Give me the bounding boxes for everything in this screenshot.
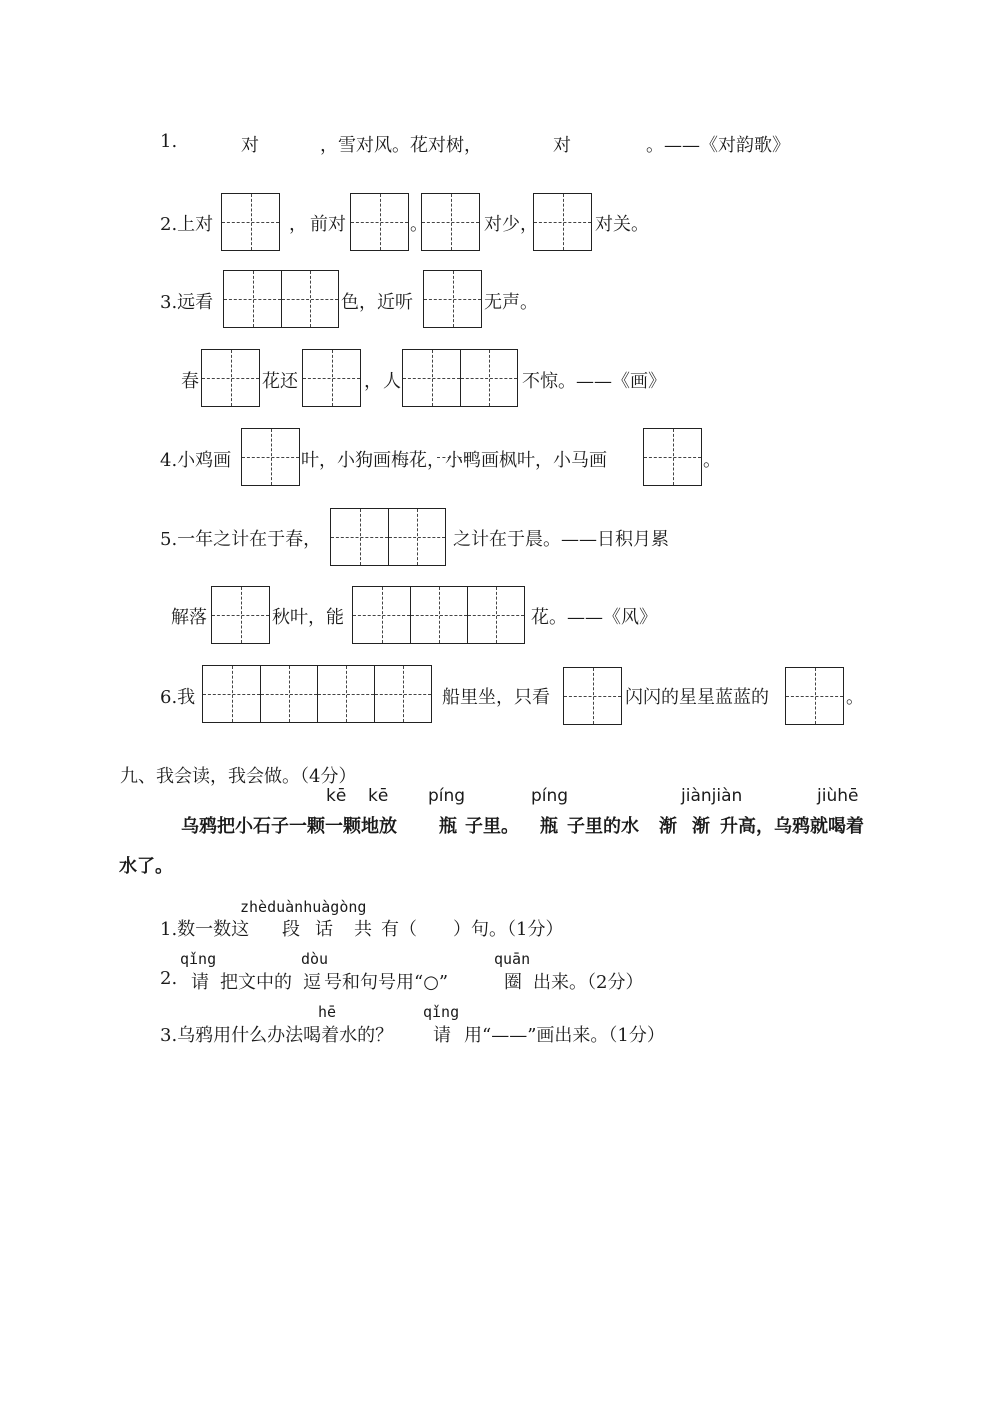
item-3-text: 请 [433,1025,451,1046]
item-3-text: 3.乌鸦用什么办法喝着水的？ [160,1025,394,1046]
passage-text: 渐 [692,816,710,837]
q2-text-b: 前对 [310,214,346,235]
stray-dash [437,457,467,458]
q3-number: 3.远看 [160,292,214,313]
writing-box[interactable] [563,667,622,725]
passage-text: 乌鸦把小石子一颗一颗地放 [181,816,397,837]
writing-box[interactable] [330,508,446,566]
item-1-text: 话 [315,919,333,940]
writing-box[interactable] [241,428,300,486]
pinyin: kē [368,786,389,806]
q5-text-a: 之计在于晨。——日积月累 [453,529,669,550]
q1-text-a: 对 [241,135,259,156]
writing-box[interactable] [201,349,260,407]
q4-number: 4.小鸡画 [160,450,232,471]
passage-text: 渐 [659,816,677,837]
item-2-text: 2. [160,968,178,989]
writing-box[interactable] [785,667,844,725]
passage-text: 瓶 [540,816,558,837]
item-1-text: 共 [354,919,372,940]
passage-text: 子里。 [465,816,519,837]
q6-text-a: 船里坐，只看 [442,687,550,708]
writing-box[interactable] [533,193,592,251]
passage-text: 瓶 [439,816,457,837]
q3-text-g: 不惊。——《画》 [522,371,666,392]
passage-text: 子里的水 [567,816,639,837]
writing-box[interactable] [302,349,361,407]
pinyin: jiùhē [817,786,859,806]
q3-text-f: 人 [383,371,401,392]
q6-number: 6.我 [160,687,196,708]
pinyin: dòu [301,950,329,968]
q5-number: 5.一年之计在于春， [160,529,322,550]
pinyin: kē [326,786,347,806]
q2-text-c: 。 [410,214,428,235]
q3-text-b: 无声。 [484,292,538,313]
writing-box[interactable] [402,349,518,407]
q1-text-d: 。——《对韵歌》 [646,135,790,156]
item-2-text: 把文中的 [220,972,292,993]
q5-text-d: 花。——《风》 [531,607,657,628]
item-1-text: 1.数一数这 [160,919,250,940]
item-1-text: 段 [282,919,300,940]
passage-end: 水了。 [119,856,173,877]
q1-number: 1. [160,131,178,152]
q3-text-c: 春 [181,371,199,392]
writing-box[interactable] [350,193,409,251]
writing-box[interactable] [202,665,432,723]
passage-text: 升高，乌鸦就喝着 [720,816,864,837]
q5-text-b: 解落 [171,607,207,628]
pinyin: qǐng [423,1003,460,1021]
pinyin: hē [318,1003,337,1021]
pinyin: quān [494,950,531,968]
q2-text-a: ， [289,214,307,235]
pinyin: píng [531,786,569,806]
writing-box[interactable] [423,270,482,328]
q4-text-b: 。 [703,450,721,471]
pinyin: píng [428,786,466,806]
writing-box[interactable] [221,193,280,251]
item-3-text: 用“——”画出来。（1分） [464,1025,665,1046]
q2-number: 2.上对 [160,214,214,235]
pinyin: jiànjiàn [681,786,743,806]
writing-box[interactable] [211,586,270,644]
q3-text-d: 花还 [262,371,298,392]
pinyin: qǐng [180,950,217,968]
item-2-text: 请 [191,972,209,993]
writing-box[interactable] [223,270,339,328]
q1-text-b: ，雪对风。花对树， [320,135,482,156]
item-2-text: 号和句号用“○” [324,972,449,993]
writing-box[interactable] [643,428,702,486]
section-heading: 九、我会读，我会做。（4分） [120,766,357,787]
item-2-text: 圈 [504,972,522,993]
pinyin: zhèduànhuàgòng [240,898,367,916]
q4-text-a: 叶，小狗画梅花，小鸭画枫叶，小马画 [301,450,607,471]
q1-text-c: 对 [553,135,571,156]
q2-text-d: 对少， [484,214,538,235]
q6-text-c: 。 [846,687,864,708]
q6-text-b: 闪闪的星星蓝蓝的 [625,687,769,708]
q5-text-c: 秋叶，能 [272,607,344,628]
q3-text-e: ， [364,371,382,392]
item-1-text: 有（ ）句。（1分） [381,919,564,940]
q2-text-e: 对关。 [595,214,649,235]
item-2-text: 逗 [303,972,321,993]
writing-box[interactable] [352,586,525,644]
writing-box[interactable] [421,193,480,251]
q3-text-a: 色，近听 [341,292,413,313]
item-2-text: 出来。（2分） [533,972,644,993]
